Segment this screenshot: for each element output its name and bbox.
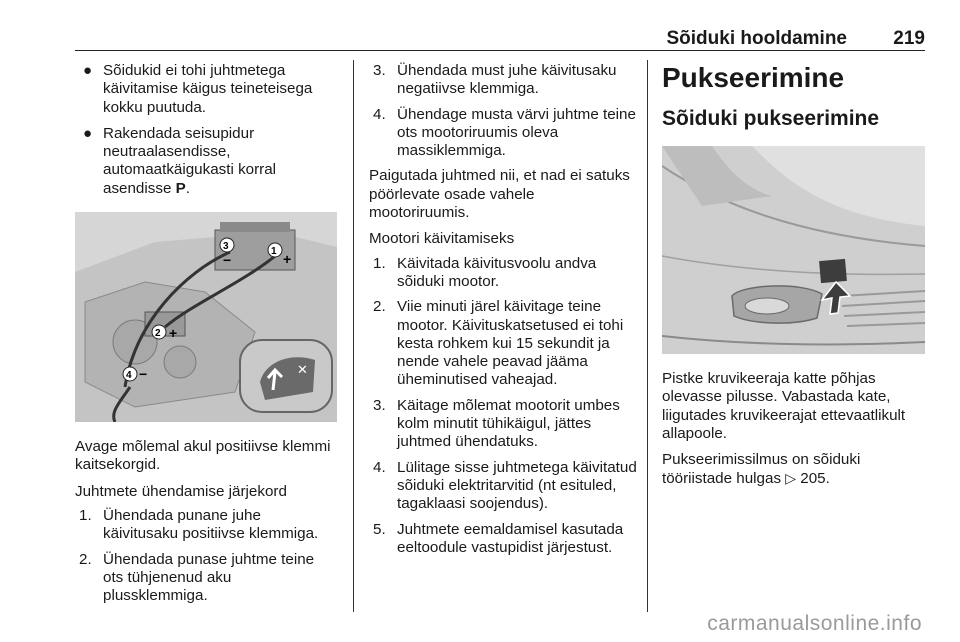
bullet-text-end: . — [185, 179, 190, 197]
list-text: Ühendada punane juhe käivitusaku positiivse klemmiga. — [103, 506, 319, 543]
page-reference[interactable]: 205. — [800, 470, 830, 488]
paragraph: Pistke kruvikeeraja katte põhjas olevasse pilusse. Vabastada kate, liigutades kruvikeerajat ettevaatlikult allapoole. — [662, 370, 906, 442]
label-3: 3 — [223, 241, 229, 253]
bullet-text: Rakendada seisupidur neutraalasendisse, automaatkäigukasti korral asendisse — [103, 124, 277, 197]
list-number: 2. — [79, 550, 92, 568]
list-number: 2. — [373, 298, 386, 316]
column-divider — [647, 60, 648, 612]
front-bumper-illustration — [662, 146, 925, 354]
label-1: 1 — [271, 246, 277, 258]
plus-label: + — [283, 251, 292, 268]
list-item — [369, 521, 637, 558]
list-text: Ühendada must juhe käivitusaku negatiivse klemmiga. — [397, 62, 617, 98]
jump-start-figure — [75, 212, 337, 422]
section-title: Sõiduki hooldamine — [666, 28, 847, 49]
list-number: 1. — [373, 254, 386, 272]
list-number: 1. — [79, 506, 92, 524]
list-number: 3. — [373, 62, 386, 79]
list-item — [369, 397, 637, 452]
list-item — [369, 255, 637, 292]
subsection-heading: Sõiduki pukseerimine — [662, 107, 880, 130]
paragraph: Paigutada juhtmed nii, et nad ei satuks pöörlevate osade vahele mootoriruumis. — [369, 167, 630, 222]
list-item — [75, 507, 337, 544]
minus-label: − — [139, 366, 148, 383]
paragraph: Avage mõlemal akul positiivse klemmi kaitsekorgid. — [75, 438, 331, 474]
bullet-item — [75, 125, 337, 198]
engine-bay-illustration — [75, 212, 337, 422]
page-header — [75, 28, 925, 51]
column-1 — [75, 62, 337, 612]
list-number: 4. — [373, 458, 386, 476]
paragraph-text: Pukseerimissilmus on sõiduki tööriistade hulgas — [662, 451, 861, 488]
list-item — [369, 106, 637, 161]
svg-text:✕: ✕ — [297, 362, 308, 378]
list-item — [369, 298, 637, 389]
column-divider — [353, 60, 354, 612]
list-number: 4. — [373, 105, 386, 123]
bullet-dot-icon: ● — [83, 62, 93, 79]
watermark: carmanualsonline.info — [707, 612, 922, 635]
list-number: 3. — [373, 396, 386, 414]
towing-figure — [662, 146, 925, 354]
paragraph — [662, 451, 927, 489]
list-number: 5. — [373, 520, 386, 538]
list-text: Viie minuti järel käivitage teine mootor. Käivituskatsetused ei tohi kesta rohkem kui 15 sekundit ja nende vahele peavad jääma üheminutised vaheajad. — [397, 298, 624, 389]
list-text: Ühendage musta värvi juhtme teine ots mootoriruumis oleva massiklemmiga. — [397, 105, 636, 160]
column-2 — [369, 62, 637, 564]
list-text: Ühendada punase juhtme teine ots tühjenenud aku plussklemmiga. — [103, 550, 315, 605]
list-text: Käivitada käivitusvoolu andva sõiduki mootor. — [397, 254, 597, 290]
bullet-text: Sõidukid ei tohi juhtmetega käivitamise käigus teineteisega kokku puutuda. — [103, 62, 313, 116]
bullet-item — [75, 62, 337, 117]
list-item — [369, 62, 637, 99]
list-item — [75, 551, 337, 606]
bullet-dot-icon: ● — [83, 124, 93, 142]
paragraph: Juhtmete ühendamise järjekord — [75, 482, 287, 500]
column-3 — [662, 62, 927, 497]
label-2: 2 — [155, 328, 161, 340]
plus-label: + — [169, 325, 178, 342]
section-heading: Pukseerimine — [662, 62, 845, 93]
label-4: 4 — [126, 370, 132, 382]
minus-label: − — [223, 252, 232, 269]
list-text: Lülitage sisse juhtmetega käivitatud sõiduki elektritarvitid (nt esituled, tagaklaasi soojendus). — [397, 458, 637, 513]
list-text: Käitage mõlemat mootorit umbes kolm minutit tühikäigul, jättes juhtmed ühendatuks. — [397, 396, 620, 451]
page-number: 219 — [893, 28, 925, 49]
reference-arrow-icon: ▷ — [785, 470, 797, 487]
gear-position: P — [175, 179, 186, 197]
list-item — [369, 459, 637, 514]
paragraph: Mootori käivitamiseks — [369, 230, 515, 248]
list-text: Juhtmete eemaldamisel kasutada eeltoodule vastupidist järjestust. — [397, 520, 624, 556]
